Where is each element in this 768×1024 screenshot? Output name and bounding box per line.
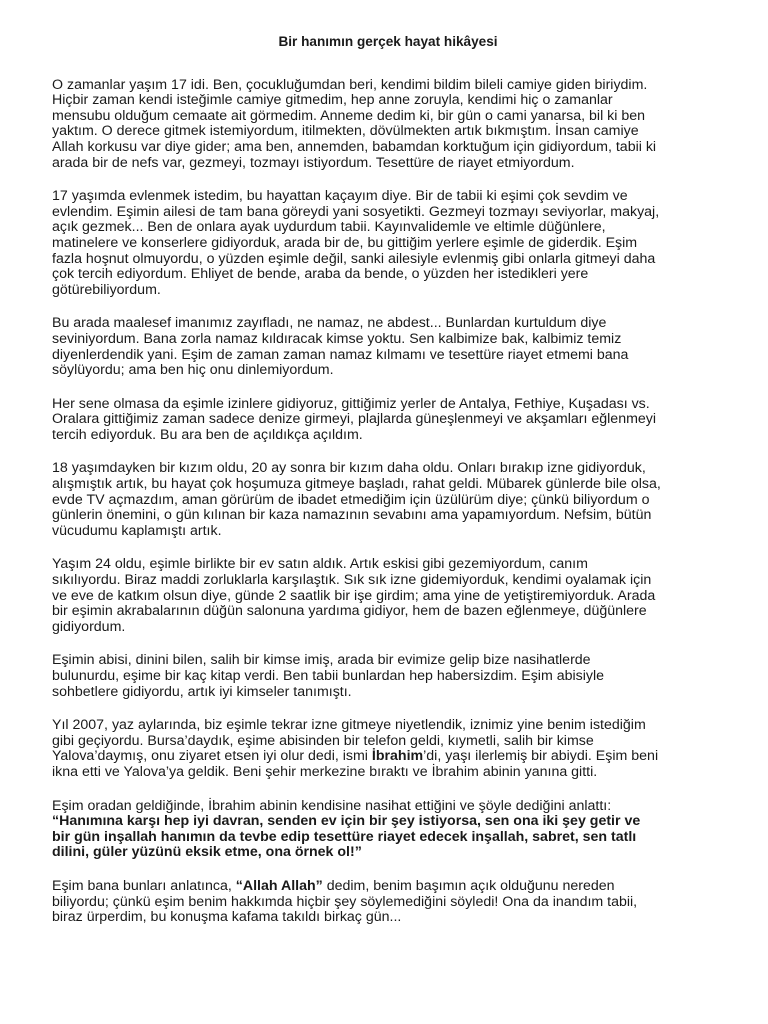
bold-text: İbrahim — [371, 748, 424, 765]
text-segment: söylüyordu; ama ben hiç onu dinlemiyordum. — [52, 362, 334, 379]
bold-text: dilini, güler yüzünü eksik etme, ona örnek ol!” — [52, 844, 362, 861]
text-line — [52, 283, 724, 299]
text-segment: diyenlerdendik yani. Eşim de zaman zaman namaz kılmamı ve tesettüre riayet etmemi bana — [52, 346, 629, 363]
text-segment: Eşim oradan geldiğinde, İbrahim abinin kendisine nasihat ettiğini ve şöyle dediğini anlattı: — [52, 797, 612, 814]
text-segment: dedim, benim başımın açık olduğunu nereden — [322, 877, 615, 894]
paragraph — [52, 189, 724, 298]
text-segment: günlerin önemini, o gün kılınan bir kaza namazının sevabını ama yapamıyordum. Nefsim, bütün — [52, 507, 652, 524]
text-segment: ikna etti ve Yalova’ya geldik. Beni şehir merkezine bıraktı ve İbrahim abinin yanına gitti. — [52, 763, 598, 780]
text-segment: tercih ediyorduk. Bu ara ben de açıldıkça açıldım. — [52, 426, 363, 443]
text-segment: O zamanlar yaşım 17 idi. Ben, çocukluğumdan beri, kendimi bildim bileli camiye giden biriydim. — [52, 76, 648, 93]
text-line — [52, 508, 724, 524]
text-segment: bir eşimin akrabalarının düğün salonuna yardıma gidiyor, hem de bazen eğlenmeye, düğünlere — [52, 603, 647, 620]
text-segment: sıkılıyordu. Biraz maddi zorluklarla karşılaştık. Sık sık izne gidemiyorduk, kendimi oyalamak için — [52, 572, 652, 589]
text-line — [52, 573, 724, 589]
text-line — [52, 124, 724, 140]
text-line — [52, 604, 724, 620]
text-line — [52, 879, 724, 895]
text-segment: gidiyordum. — [52, 618, 126, 635]
text-segment: Hiçbir zaman kendi isteğimle camiye gitmedim, hep anne zoruyla, kendimi hiç o zamanlar — [52, 92, 613, 109]
text-line — [52, 718, 724, 734]
text-segment: ve eve de katkım olsun diye, günde 2 saatlik bir işe girdim; ama yine de yetiştiremiyorduk. Arada — [52, 587, 656, 604]
text-segment: sohbetlere gidiyordu, artık iyi kimseler tanımıştı. — [52, 683, 352, 700]
text-segment: Yıl 2007, yaz aylarında, biz eşimle tekrar izne gitmeye niyetlendik, iznimiz yine benim istediğim — [52, 717, 646, 734]
text-segment: arada bir de nefs var, gezmeyi, tozmayı istiyordum. Tesettüre de riayet etmiyordum. — [52, 154, 575, 171]
text-line — [52, 845, 724, 861]
text-segment: mensubu olduğum cemaate ait görmedim. Anneme dedim ki, bir gün o cami yanarsa, bil ki ben — [52, 107, 646, 124]
text-segment: Eşim bana bunları anlatınca, — [52, 877, 236, 894]
text-line — [52, 910, 724, 926]
text-line — [52, 524, 724, 540]
text-line — [52, 332, 724, 348]
document-body — [52, 78, 724, 926]
paragraph — [52, 799, 724, 861]
text-line — [52, 93, 724, 109]
text-segment: yaktım. O derece gitmek istemiyordum, itilmekten, dövülmekten artık bıkmıştım. İnsan camiye — [52, 123, 639, 140]
paragraph — [52, 397, 724, 444]
text-segment: çok tercih ediyordum. Ehliyet de bende, araba da bende, o yüzden her istedikleri yere — [52, 266, 589, 283]
text-segment: ’di, yaşı ilerlemiş bir abiydi. Eşim beni — [423, 748, 659, 765]
paragraph — [52, 316, 724, 378]
text-segment: Bu arada maalesef imanımız zayıfladı, ne namaz, ne abdest... Bunlardan kurtuldum diye — [52, 315, 607, 332]
text-line — [52, 895, 724, 911]
paragraph — [52, 78, 724, 172]
text-line — [52, 477, 724, 493]
text-segment: Her sene olmasa da eşimle izinlere gidiyoruz, gittiğimiz yerler de Antalya, Fethiye, Kuşadası vs. — [52, 395, 650, 412]
bold-text: bir gün inşallah hanımın da tevbe edip tesettüre riayet edecek inşallah, sabret, sen tatlı — [52, 828, 637, 845]
paragraph — [52, 557, 724, 635]
text-line — [52, 397, 724, 413]
text-segment: 17 yaşımda evlenmek istedim, bu hayattan kaçayım diye. Bir de tabii ki eşimi çok sevdim ve — [52, 188, 628, 205]
text-line — [52, 252, 724, 268]
document-title: Bir hanımın gerçek hayat hikâyesi — [278, 34, 498, 49]
text-line — [52, 653, 724, 669]
text-segment: evlendim. Eşimin ailesi de tam bana göreydi yani sosyetikti. Gezmeyi tozmayı seviyorlar, makyaj, — [52, 203, 660, 220]
text-segment: fazla hoşnut olmuyordu, o yüzden eşimle değil, sanki ailesiyle evlenmiş gibi onlarla gitmeyi daha — [52, 250, 656, 267]
text-segment: götürebiliyordum. — [52, 281, 161, 298]
document-page — [52, 34, 724, 944]
text-segment: vücudumu kaplamıştı artık. — [52, 522, 222, 539]
text-line — [52, 589, 724, 605]
bold-text: “Allah Allah” — [235, 877, 323, 894]
bold-text: “Hanımına karşı hep iyi davran, senden ev için bir şey istiyorsa, sen ona iki şey getir ve — [52, 813, 641, 830]
text-line — [52, 749, 724, 765]
text-line — [52, 267, 724, 283]
text-line — [52, 461, 724, 477]
paragraph — [52, 653, 724, 700]
paragraph — [52, 879, 724, 926]
text-line — [52, 348, 724, 364]
text-segment: biraz ürperdim, bu konuşma kafama takıldı birkaç gün... — [52, 909, 402, 926]
text-line — [52, 220, 724, 236]
text-line — [52, 412, 724, 428]
text-line — [52, 140, 724, 156]
text-segment: gibi geçiyordu. Bursa’daydık, eşime abisinden bir telefon geldi, kıymetli, salih bir kimse — [52, 732, 594, 749]
text-segment: açık gezmek... Ben de onlara ayak uydurdum tabii. Kayınvalidemle ve eltimle düğünlere, — [52, 219, 606, 236]
text-line — [52, 236, 724, 252]
text-line — [52, 363, 724, 379]
text-line — [52, 189, 724, 205]
text-segment: Oralara gittiğimiz zaman sadece denize girmeyi, plajlarda güneşlenmeyi ve akşamları eğlenmeyi — [52, 411, 657, 428]
text-segment: Eşimin abisi, dinini bilen, salih bir kimse imiş, arada bir evimize gelip bize nasihatlerde — [52, 652, 591, 669]
text-segment: 18 yaşımdayken bir kızım oldu, 20 ay sonra bir kızım daha oldu. Onları bırakıp izne gidiyorduk, — [52, 460, 646, 477]
text-line — [52, 830, 724, 846]
text-line — [52, 685, 724, 701]
text-segment: Yalova’daymış, onu ziyaret etsen iyi olur dedi, ismi — [52, 748, 372, 765]
text-line — [52, 620, 724, 636]
text-line — [52, 669, 724, 685]
text-line — [52, 156, 724, 172]
text-line — [52, 78, 724, 94]
text-line — [52, 205, 724, 221]
text-segment: matinelere ve konserlere gidiyorduk, arada bir de, bu gittiğim yerlere eşimle de giderdik. Eşim — [52, 234, 638, 251]
text-segment: Yaşım 24 oldu, eşimle birlikte bir ev satın aldık. Artık eskisi gibi gezemiyordum, canım — [52, 556, 588, 573]
text-line — [52, 316, 724, 332]
text-line — [52, 557, 724, 573]
text-line — [52, 814, 724, 830]
text-line — [52, 799, 724, 815]
text-line — [52, 428, 724, 444]
text-segment: biliyordu; çünkü eşim benim hakkımda hiçbir şey söylemediğini söyledi! Ona da inandım tabii, — [52, 893, 638, 910]
paragraph — [52, 718, 724, 780]
text-segment: alışmıştık artık, bu hayat çok hoşumuza gitmeye başladı, rahat geldi. Mübarek günlerde bile olsa, — [52, 476, 661, 493]
text-segment: Allah korkusu var diye gider; ama ben, annemden, babamdan korktuğum için gidiyordum, tabii ki — [52, 138, 657, 155]
text-segment: seviniyordum. Bana zorla namaz kıldıracak kimse yoktu. Sen kalbimize bak, kalbimiz temiz — [52, 330, 622, 347]
paragraph — [52, 461, 724, 539]
text-segment: evde TV açmazdım, aman görürüm de ibadet etmediğim için üzülürüm diye; çünkü biliyordum o — [52, 491, 650, 508]
text-line — [52, 765, 724, 781]
text-line — [52, 493, 724, 509]
text-segment: bulunurdu, eşime bir kaç kitap verdi. Ben tabii bunlardan hep habersizdim. Eşim abisiyle — [52, 668, 605, 684]
